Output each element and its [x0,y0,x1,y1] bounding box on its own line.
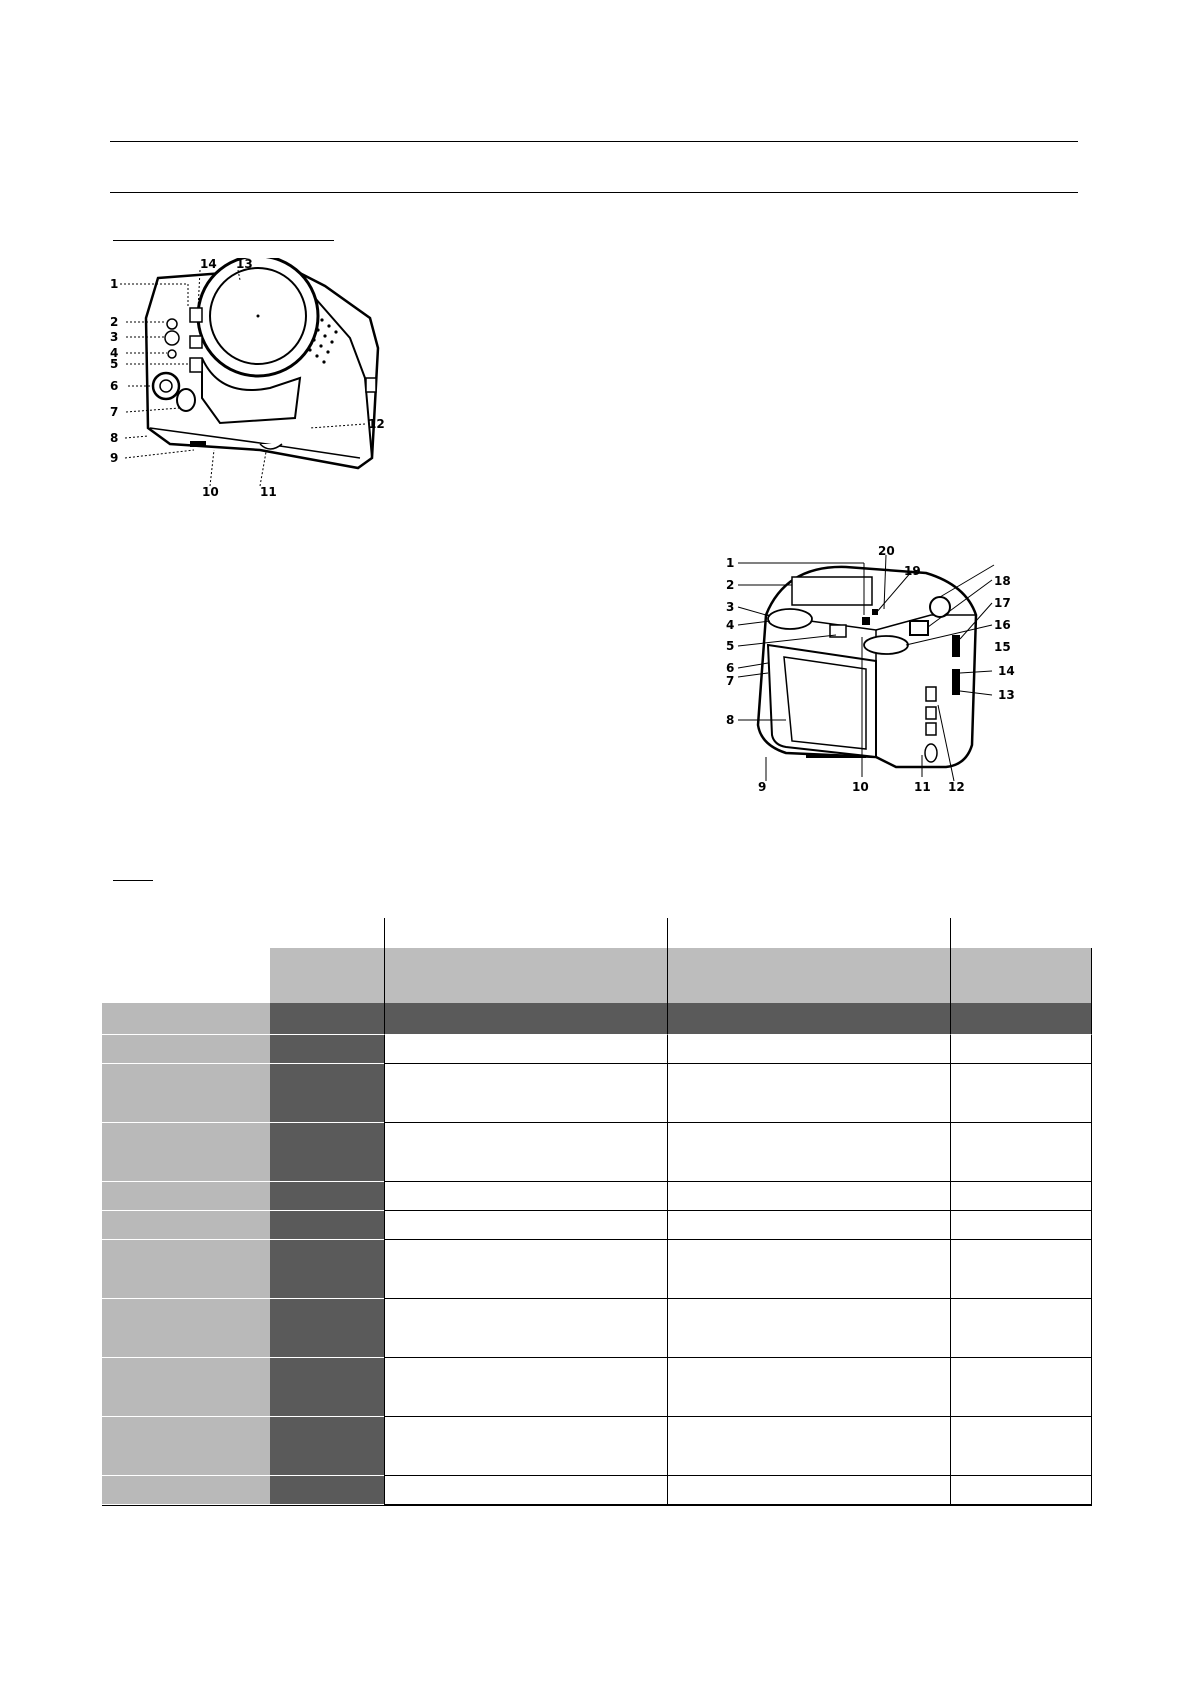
table-cell-c [950,1417,1092,1476]
table-cell-label [102,1476,270,1505]
table-row [102,1358,1092,1417]
table-cell-b [667,1064,950,1123]
table-cell-a [384,1240,667,1299]
front-callout-3: 3 [110,330,119,344]
table-cell-b [667,1299,950,1358]
back-callout-7: 7 [726,674,735,688]
table-cell-b [667,1211,950,1240]
table-bottom-rule [102,1505,1092,1506]
table-cell-code [270,1417,384,1476]
table-cell-a [384,1417,667,1476]
table-cell-c [950,1358,1092,1417]
table-cell-a [384,1182,667,1211]
table-cell-b [667,1123,950,1182]
table-row [102,1182,1092,1211]
table-cell-b [667,1417,950,1476]
back-callout-1: 1 [726,556,735,570]
table-row [102,1123,1092,1182]
table-cell-c [950,1035,1092,1064]
back-callout-16: 16 [994,618,1011,632]
table-cell-c [950,1182,1092,1211]
table-cell-a [384,1035,667,1064]
back-callout-17: 17 [994,596,1011,610]
front-callout-6: 6 [110,379,119,393]
camera-front-view-diagram [110,258,410,498]
table-cell-c [950,1476,1092,1505]
table-cell-c [950,1211,1092,1240]
back-callout-5: 5 [726,639,735,653]
back-callout-8: 8 [726,713,735,727]
table-header-band [102,1003,1092,1035]
table-cell-label [102,1123,270,1182]
table-cell-a [384,1123,667,1182]
front-callout-2: 2 [110,315,119,329]
table-cell-b [667,1182,950,1211]
table-cell-label [102,1240,270,1299]
back-callout-3: 3 [726,600,735,614]
table-row [102,1064,1092,1123]
table-cell-label [102,1299,270,1358]
back-callout-14: 14 [998,664,1015,678]
table-cell-b [667,1358,950,1417]
front-callout-12: 12 [368,417,385,431]
table-cell-label [102,1035,270,1064]
back-callout-9: 9 [758,780,767,794]
table-row [102,1417,1092,1476]
column-header-c [950,948,1092,1003]
front-callout-5: 5 [110,357,119,371]
table-cell-code [270,1358,384,1417]
back-callout-2: 2 [726,578,735,592]
table-cell-label [102,1417,270,1476]
table-cell-b [667,1240,950,1299]
front-callout-10: 10 [202,485,219,498]
column-header-code [270,948,384,1003]
front-callout-4: 4 [110,346,119,360]
table-cell-label [102,1358,270,1417]
back-callout-6: 6 [726,661,735,675]
back-callout-20: 20 [878,545,895,558]
table-cell-label [102,1211,270,1240]
table-cell-b [667,1476,950,1505]
table-cell-c [950,1123,1092,1182]
back-callout-19: 19 [904,564,921,578]
table-cell-c [950,1299,1092,1358]
table-cell-b [667,1035,950,1064]
column-header-label [102,948,270,1003]
back-callout-18: 18 [994,574,1011,588]
table-cell-label [102,1182,270,1211]
table-cell-code [270,1123,384,1182]
table-cell-code [270,1182,384,1211]
table-top-row [102,918,1092,948]
table-cell-a [384,1476,667,1505]
table-cell-c [950,1240,1092,1299]
table-cell-a [384,1211,667,1240]
back-callout-13: 13 [998,688,1015,702]
back-callout-11: 11 [914,780,931,794]
front-callout-8: 8 [110,431,119,445]
table-row [102,1035,1092,1064]
table-cell-c [950,1064,1092,1123]
table-row [102,1240,1092,1299]
table-cell-label [102,1064,270,1123]
front-callout-14: 14 [200,258,217,271]
front-callout-13: 13 [236,258,253,271]
table-row [102,1476,1092,1505]
column-header-a [384,948,667,1003]
back-callout-15: 15 [994,640,1011,654]
front-callout-9: 9 [110,451,119,465]
table-cell-code [270,1211,384,1240]
back-callout-10: 10 [852,780,869,794]
table-heading-underline [113,880,153,881]
table-column-headers [102,948,1092,1003]
header-top-rule [110,141,1078,142]
table-cell-code [270,1035,384,1064]
table-row [102,1299,1092,1358]
table-cell-code [270,1299,384,1358]
table-cell-a [384,1299,667,1358]
front-callout-11: 11 [260,485,277,498]
table-cell-code [270,1064,384,1123]
table-cell-code [270,1240,384,1299]
back-callout-4: 4 [726,618,735,632]
camera-back-view-diagram [726,545,1026,795]
table-row [102,1211,1092,1240]
front-callout-1: 1 [110,277,119,291]
table-cell-a [384,1064,667,1123]
header-bottom-rule [110,192,1078,193]
front-callout-7: 7 [110,405,119,419]
column-header-b [667,948,950,1003]
section-heading-underline [113,240,334,241]
back-callout-12: 12 [948,780,965,794]
table-cell-code [270,1476,384,1505]
table-cell-a [384,1358,667,1417]
